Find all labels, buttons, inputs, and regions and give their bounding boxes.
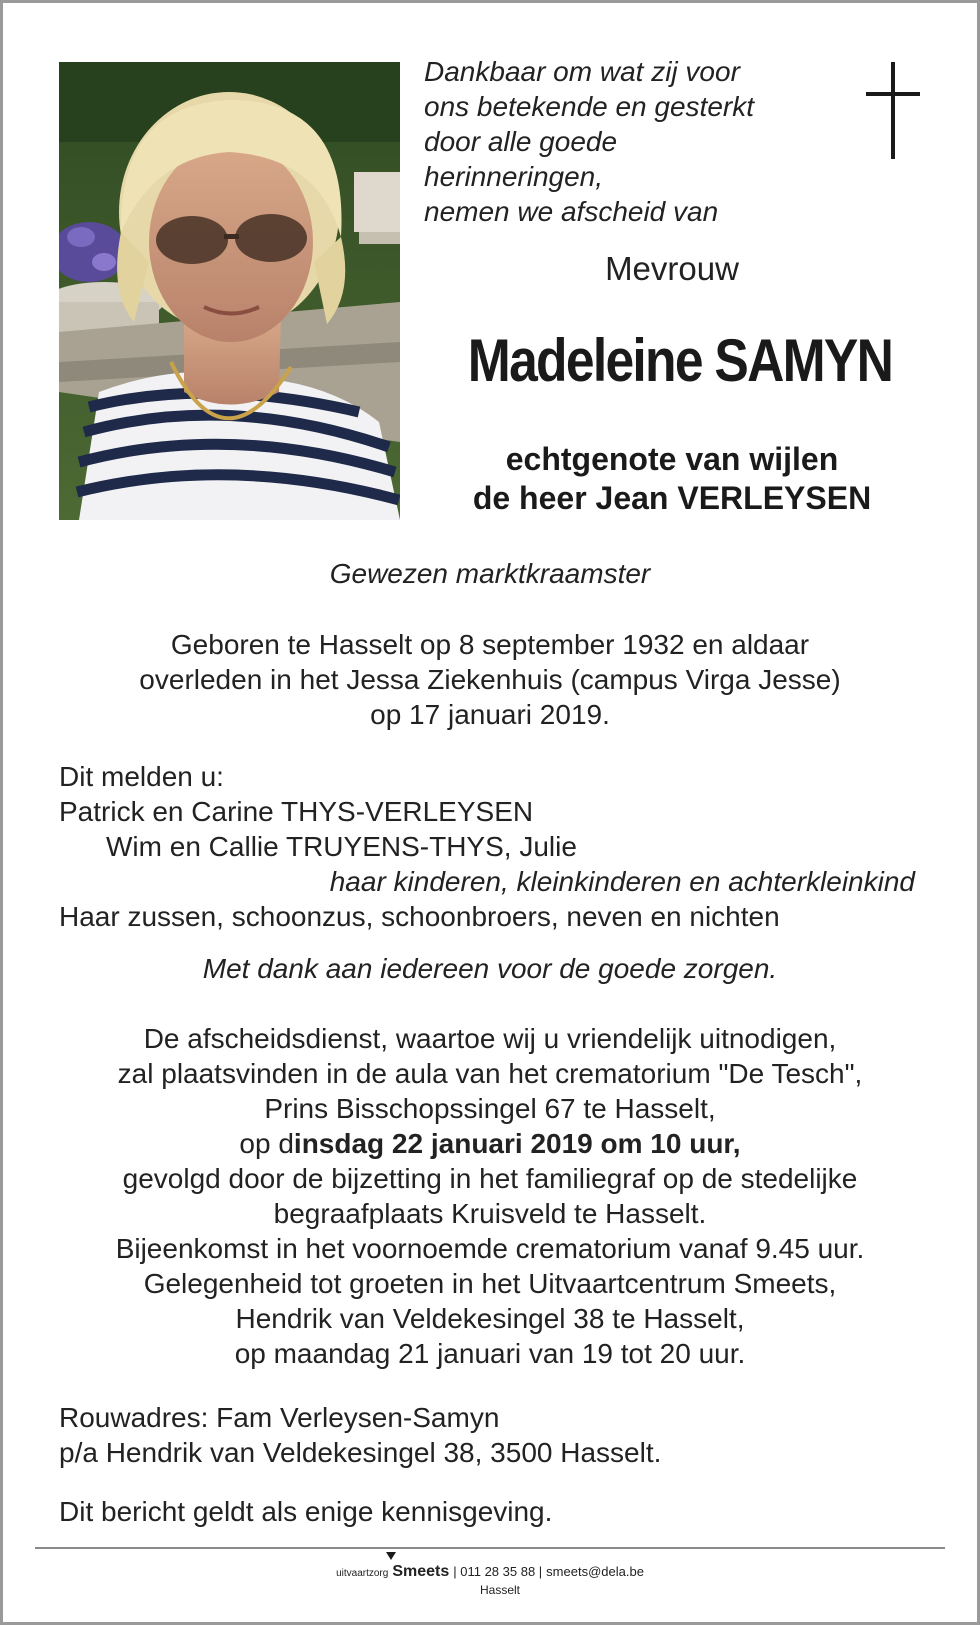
footer-row — [336, 1563, 644, 1581]
announcement-intro: Dit melden u: — [59, 761, 224, 792]
ceremony-line: op maandag 21 januari van 19 tot 20 uur. — [234, 1338, 746, 1369]
death-date-line: op 17 januari 2019. — [370, 699, 610, 730]
footer-city: Hasselt — [479, 1583, 520, 1597]
ceremony-line: Prins Bisschopssingel 67 te Hasselt, — [264, 1093, 716, 1124]
poem-line: Dankbaar om wat zij voor — [424, 56, 740, 87]
ceremony-line: Bijeenkomst in het voornoemde crematorium vanaf 9.45 uur. — [115, 1233, 865, 1264]
poem-line: herinneringen, — [424, 161, 604, 192]
footer-divider — [35, 1547, 945, 1549]
poem-line: ons betekende en gesterkt — [424, 91, 755, 122]
logo-triangle-icon — [386, 1552, 396, 1560]
footer-phone: | 011 28 35 88 | — [453, 1564, 543, 1579]
death-line: overleden in het Jessa Ziekenhuis (campus Virga Jesse) — [139, 664, 841, 695]
announcement — [59, 759, 939, 934]
address-line-2: p/a Hendrik van Veldekesingel 38, 3500 Hasselt. — [59, 1437, 662, 1468]
ceremony-line: begraafplaats Kruisveld te Hasselt. — [273, 1198, 707, 1229]
footer — [0, 1563, 980, 1597]
ceremony-date-prefix: op d — [239, 1128, 294, 1159]
children-names: Patrick en Carine THYS-VERLEYSEN — [59, 796, 534, 827]
ceremony-line: gevolgd door de bijzetting in het familiegraf op de stedelijke — [122, 1163, 858, 1194]
poem — [424, 54, 864, 229]
salutation: Mevrouw — [605, 250, 739, 287]
occupation: Gewezen marktkraamster — [329, 558, 651, 589]
grandchildren-names: Wim en Callie TRUYENS-THYS, Julie — [106, 831, 577, 862]
ceremony-details — [40, 1021, 940, 1371]
poem-line: door alle goede — [424, 126, 618, 157]
footer-brand-text: Smeets — [392, 1563, 450, 1580]
address-line-1: Rouwadres: Fam Verleysen-Samyn — [59, 1402, 500, 1433]
mourning-address — [59, 1400, 939, 1470]
ceremony-line: zal plaatsvinden in de aula van het crematorium "De Tesch", — [117, 1058, 863, 1089]
family-relation: haar kinderen, kleinkinderen en achterkleinkind — [329, 866, 915, 897]
poem-line: nemen we afscheid van — [424, 196, 719, 227]
portrait-illustration — [59, 62, 400, 520]
ceremony-date-line — [40, 1126, 940, 1161]
notice: Dit bericht geldt als enige kennisgeving. — [59, 1496, 553, 1527]
footer-prefix: uitvaartzorg — [336, 1568, 389, 1579]
footer-email[interactable]: smeets@dela.be — [546, 1564, 644, 1579]
spouse-line-1: echtgenote van wijlen — [505, 441, 839, 477]
footer-brand-logo — [392, 1563, 449, 1581]
portrait-photo — [59, 62, 400, 520]
cross-icon — [866, 62, 920, 159]
ceremony-date: insdag 22 januari 2019 om 10 uur, — [293, 1128, 741, 1159]
ceremony-line: De afscheidsdienst, waartoe wij u vriendelijk uitnodigen, — [143, 1023, 837, 1054]
thanks-message: Met dank aan iedereen voor de goede zorgen. — [202, 953, 778, 984]
deceased-name: Madeleine SAMYN — [467, 327, 893, 394]
ceremony-line: Hendrik van Veldekesingel 38 te Hasselt, — [235, 1303, 745, 1334]
birth-death-details — [40, 627, 940, 732]
spouse-line-2: de heer Jean VERLEYSEN — [472, 480, 872, 516]
other-relatives: Haar zussen, schoonzus, schoonbroers, neven en nichten — [59, 901, 780, 932]
spouse-info — [424, 440, 920, 518]
birth-line: Geboren te Hasselt op 8 september 1932 en aldaar — [170, 629, 810, 660]
ceremony-line: Gelegenheid tot groeten in het Uitvaartcentrum Smeets, — [143, 1268, 837, 1299]
